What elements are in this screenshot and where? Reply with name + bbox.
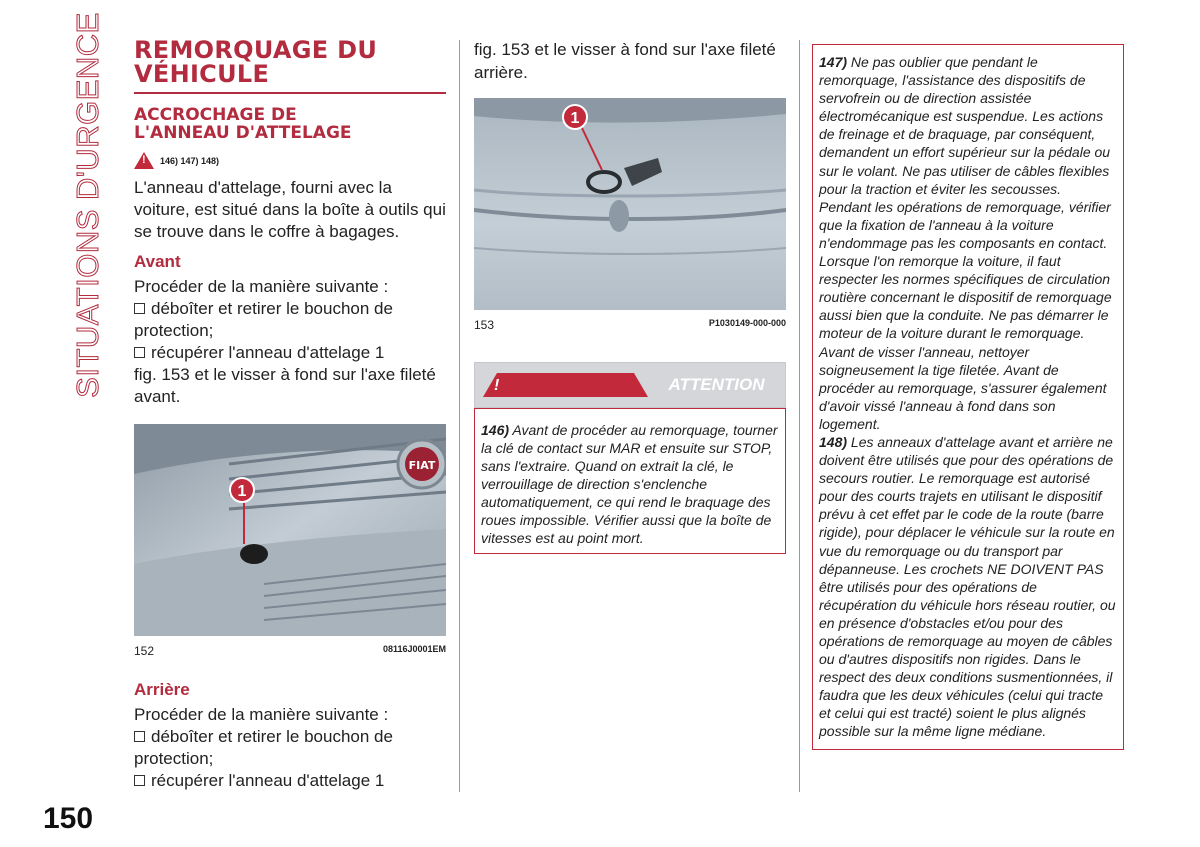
note-text: Les anneaux d'attelage avant et arrière ne doivent être utilisés que pour des opérations de secours routier. Le remorquage est autorisé pour des courts trajets en utilisant le dispositif prévu à cet effet par le code de la route (barre rigide), pour déplacer le véhicule sur la route en vue du remorquage ou du transport par dépanneuse. Les crochets NE DOIVENT PAS être utilisés pour des opérations de récupération du véhicule hors réseau routier, ou en présence d'obstacles et/ou pour des opérations de remorquage au moyen de câbles ou d'autres dispositifs non rigides. Dans le respect des deux conditions susmentionnées, il faudra que les deux véhicules (celui qui tracte et celui qui est tracté) soient le plus alignés possible sur la même ligne médiane. bbox=[819, 433, 1116, 740]
figure-callout-1: 1 bbox=[229, 477, 255, 503]
page-title-line1: REMORQUAGE DU bbox=[134, 36, 378, 64]
svg-text:FIAT: FIAT bbox=[408, 459, 436, 472]
checkbox-bullet-icon bbox=[134, 775, 145, 786]
front-heading: Avant bbox=[134, 252, 181, 271]
front-step-2 bbox=[134, 342, 446, 364]
figure-152-caption bbox=[134, 644, 446, 658]
page-number: 150 bbox=[43, 802, 94, 835]
rear-heading: Arrière bbox=[134, 680, 190, 699]
front-step-2-continued: fig. 153 et le visser à fond sur l'axe fileté avant. bbox=[134, 365, 436, 406]
rear-step-1 bbox=[134, 726, 446, 770]
front-step-1 bbox=[134, 298, 446, 342]
warning-note-148 bbox=[819, 433, 1117, 741]
figure-number: 152 bbox=[134, 644, 155, 658]
figure-number: 153 bbox=[474, 318, 495, 332]
front-bumper-illustration bbox=[134, 424, 446, 636]
figure-153 bbox=[474, 98, 786, 310]
warning-triangle-icon bbox=[134, 152, 154, 169]
rear-step-2 bbox=[134, 770, 446, 792]
figure-callout-1: 1 bbox=[562, 104, 588, 130]
rear-step-1-text: déboîter et retirer le bouchon de protection; bbox=[134, 727, 393, 768]
warning-references bbox=[134, 152, 446, 169]
warning-references-text: 146) 147) 148) bbox=[160, 155, 220, 166]
rear-bumper-illustration bbox=[474, 98, 786, 310]
note-number: 148) bbox=[819, 433, 848, 450]
rear-step-2-text: récupérer l'anneau d'attelage 1 bbox=[151, 771, 385, 790]
chapter-side-tab bbox=[68, 12, 108, 398]
warning-note-147 bbox=[819, 53, 1117, 433]
figure-153-caption bbox=[474, 318, 786, 332]
column-middle bbox=[474, 38, 786, 554]
section-title bbox=[134, 106, 446, 142]
warning-triangle-icon bbox=[483, 373, 648, 397]
checkbox-bullet-icon bbox=[134, 731, 145, 742]
attention-header bbox=[474, 362, 786, 408]
column-divider bbox=[459, 40, 460, 792]
section-title-line2: L'ANNEAU D'ATTELAGE bbox=[134, 123, 352, 143]
front-step-2-text: récupérer l'anneau d'attelage 1 bbox=[151, 343, 385, 362]
page-title bbox=[134, 38, 446, 94]
note-text: Ne pas oublier que pendant le remorquage, l'assistance des dispositifs de servofrein ou de direction assistée électromécanique est suspendue. Les actions de freinage et de braquage, par conséquent, demandent un effort supérieur sur la pédale ou sur le volant. Ne pas utiliser de câbles flexibles pour la traction et éviter les secousses. Pendant les opérations de remorquage, vérifier que la fixation de l'anneau à la voiture n'endommage pas les composants en contact. Lorsque l'on remorque la voiture, il faut respecter les normes spécifiques de circulation routière concernant le dispositif de remorquage aussi bien que la conduite. Ne pas démarrer le moteur de la voiture durant le remorquage. Avant de visser l'anneau, nettoyer soigneusement la tige filetée. Avant de procéder au remorquage, s'assurer également d'avoir vissé l'anneau à fond dans son logement. bbox=[819, 54, 1112, 432]
page-title-line2: VÉHICULE bbox=[134, 60, 270, 88]
warning-notes-box bbox=[812, 44, 1124, 750]
note-text: Avant de procéder au remorquage, tourner la clé de contact sur MAR et ensuite sur STOP, sans l'extraire. Quand on extrait la clé, le verrouillage de direction s'enclenche automatiquement, ce qui rend le braquage des roues impossible. Vérifier aussi que la boîte de vitesses est au point mort. bbox=[481, 422, 778, 546]
rear-lead: Procéder de la manière suivante : bbox=[134, 705, 389, 724]
figure-code: 08116J0001EM bbox=[382, 644, 446, 654]
chapter-side-tab-label: SITUATIONS D'URGENCE bbox=[70, 12, 105, 398]
rear-step-2-continued: fig. 153 et le visser à fond sur l'axe fileté arrière. bbox=[474, 40, 776, 82]
figure-152 bbox=[134, 424, 446, 636]
front-lead: Procéder de la manière suivante : bbox=[134, 277, 389, 296]
attention-label: ATTENTION bbox=[668, 375, 765, 394]
front-step-1-text: déboîter et retirer le bouchon de protection; bbox=[134, 299, 393, 340]
column-divider bbox=[799, 40, 800, 792]
section-title-line1: ACCROCHAGE DE bbox=[134, 105, 297, 125]
note-number: 146) bbox=[481, 422, 510, 438]
warning-note-146 bbox=[474, 408, 786, 554]
note-number: 147) bbox=[819, 54, 848, 70]
column-right bbox=[812, 44, 1124, 750]
checkbox-bullet-icon bbox=[134, 347, 145, 358]
column-left bbox=[134, 38, 446, 792]
checkbox-bullet-icon bbox=[134, 303, 145, 314]
figure-code: P1030149-000-000 bbox=[708, 318, 786, 328]
intro-paragraph: L'anneau d'attelage, fourni avec la voiture, est situé dans la boîte à outils qui se trouve dans le coffre à bagages. bbox=[134, 178, 446, 241]
